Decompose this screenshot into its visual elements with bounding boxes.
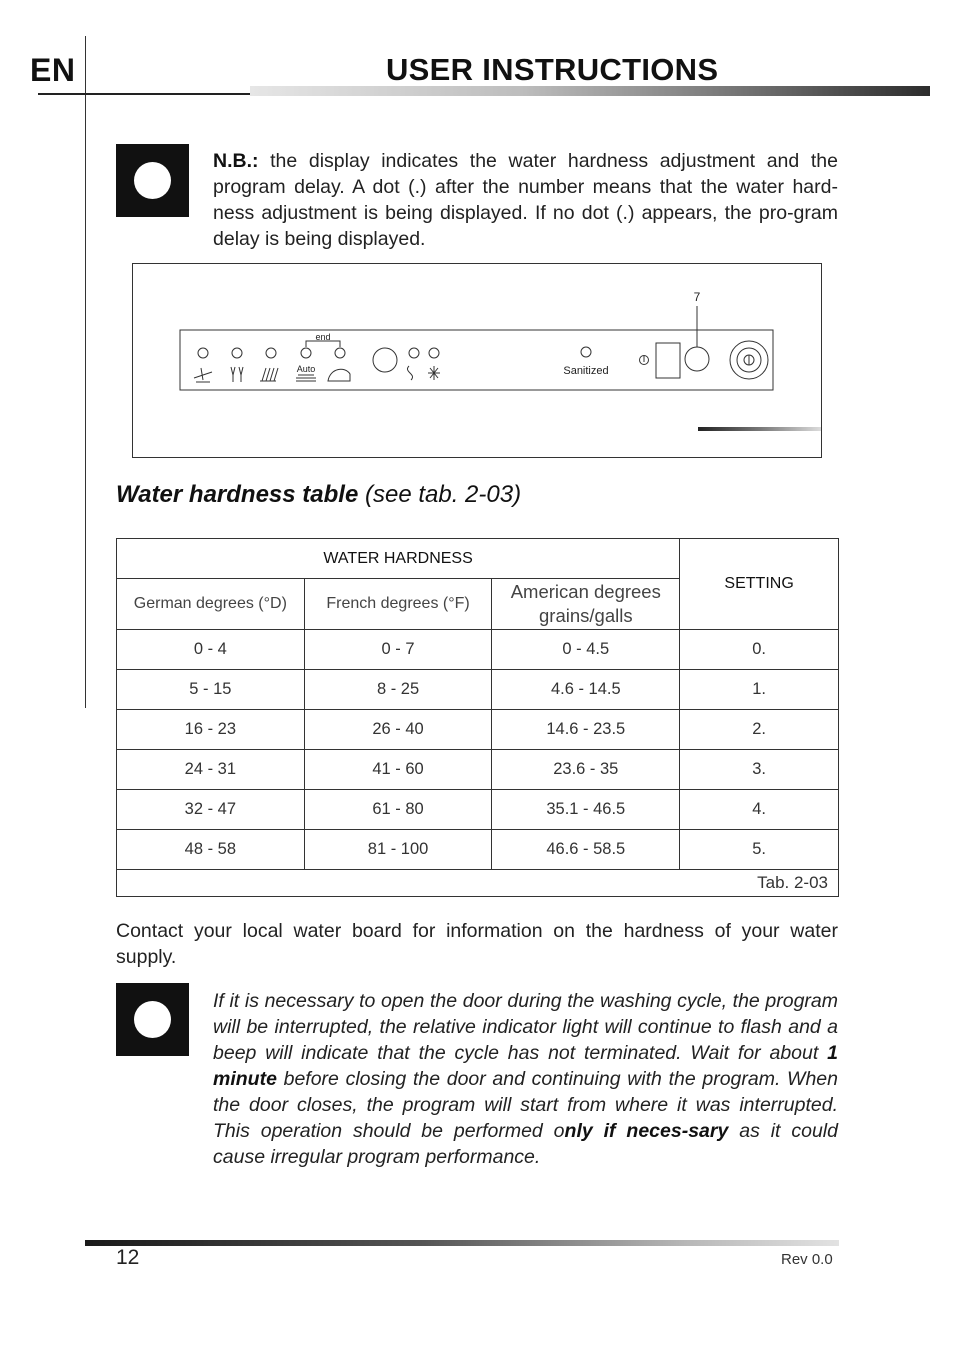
delay-button-icon — [685, 347, 709, 371]
table-cell: 4.6 - 14.5 — [492, 670, 680, 710]
table-cell: 8 - 25 — [304, 670, 492, 710]
table-cell: 0. — [680, 630, 839, 670]
note-text: the display indicates the water hardness adjustment and the program delay. A dot (.) after the number means that the water hard-ness adjustment is being displayed. If no dot (.) appears, the pro-gram delay is being displayed. — [213, 150, 838, 250]
table-cell: 48 - 58 — [117, 830, 305, 870]
table-reference: Tab. 2-03 — [117, 870, 839, 897]
table-row — [117, 710, 839, 750]
table-cell: 5. — [680, 830, 839, 870]
cutlery-basket-icon — [260, 368, 278, 381]
indicator-light — [198, 348, 208, 358]
note-label: N.B.: — [213, 150, 259, 172]
program-button — [373, 348, 397, 372]
indicator-light — [335, 348, 345, 358]
table-cell: 23.6 - 35 — [492, 750, 680, 790]
warning-emphasis: nly if neces-sary — [564, 1120, 729, 1142]
table-cell: 61 - 80 — [304, 790, 492, 830]
display-window — [656, 343, 680, 378]
table-cell: 14.6 - 23.5 — [492, 710, 680, 750]
indicator-light — [409, 348, 419, 358]
section-title-bold: Water hardness table — [116, 481, 359, 508]
table-cell: 0 - 4.5 — [492, 630, 680, 670]
section-title — [116, 481, 521, 509]
table-cell: 81 - 100 — [304, 830, 492, 870]
column-header-american: American degrees grains/galls — [492, 579, 680, 630]
column-header-german: German degrees (°D) — [117, 579, 305, 630]
column-header-french: French degrees (°F) — [304, 579, 492, 630]
table-row — [117, 790, 839, 830]
table-cell: 35.1 - 46.5 — [492, 790, 680, 830]
indicator-light — [429, 348, 439, 358]
indicator-light — [301, 348, 311, 358]
auto-program-icon — [296, 375, 316, 381]
indicator-light — [266, 348, 276, 358]
sanitized-light — [581, 347, 591, 357]
water-hardness-table — [116, 538, 839, 897]
page-title: USER INSTRUCTIONS — [386, 52, 719, 87]
table-cell: 26 - 40 — [304, 710, 492, 750]
page-number: 12 — [116, 1246, 140, 1269]
table-cell: 3. — [680, 750, 839, 790]
glasses-icon — [231, 367, 243, 382]
table-cell: 46.6 - 58.5 — [492, 830, 680, 870]
callout-number: 7 — [693, 290, 701, 304]
table-cell: 4. — [680, 790, 839, 830]
auto-label: Auto — [296, 364, 316, 374]
section-title-ref: (see tab. 2-03) — [358, 481, 522, 508]
table-cell: 24 - 31 — [117, 750, 305, 790]
end-label: end — [315, 332, 331, 342]
table-cell: 1. — [680, 670, 839, 710]
warning-emphasis: 1 minute — [213, 1042, 838, 1090]
eco-program-icon — [328, 369, 350, 381]
table-setting-header: SETTING — [680, 539, 839, 630]
contact-paragraph: Contact your local water board for information on the hardness of your water supply. — [116, 920, 838, 968]
table-cell: 32 - 47 — [117, 790, 305, 830]
indicator-light — [232, 348, 242, 358]
table-cell: 5 - 15 — [117, 670, 305, 710]
table-cell: 2. — [680, 710, 839, 750]
sanitized-label: Sanitized — [563, 365, 609, 377]
rinse-aid-icon — [428, 366, 440, 380]
table-row — [117, 630, 839, 670]
table-row — [117, 670, 839, 710]
language-code: EN — [30, 52, 76, 88]
table-cell: 0 - 4 — [117, 630, 305, 670]
table-cell: 0 - 7 — [304, 630, 492, 670]
warning-icon — [116, 983, 189, 1056]
table-row — [117, 830, 839, 870]
salt-refill-icon — [407, 366, 412, 380]
table-group-header: WATER HARDNESS — [117, 539, 680, 579]
table-cell: 16 - 23 — [117, 710, 305, 750]
table-row — [117, 750, 839, 790]
footer-bar — [85, 1240, 839, 1246]
revision-label: Rev 0.0 — [781, 1251, 833, 1268]
table-cell: 41 - 60 — [304, 750, 492, 790]
warning-paragraph: If it is necessary to open the door during the washing cycle, the program will be interrupted, the relative indicator light will continue to flash and a beep will indicate that the cycle has not terminated. Wait for about 1 minute before closing the door and continuing with the program. When the door closes, the program will start from where it was interrupted. This operation should be performed only if neces-sary as it could cause irregular program performance. — [213, 990, 838, 1168]
pre-wash-icon — [194, 368, 212, 382]
